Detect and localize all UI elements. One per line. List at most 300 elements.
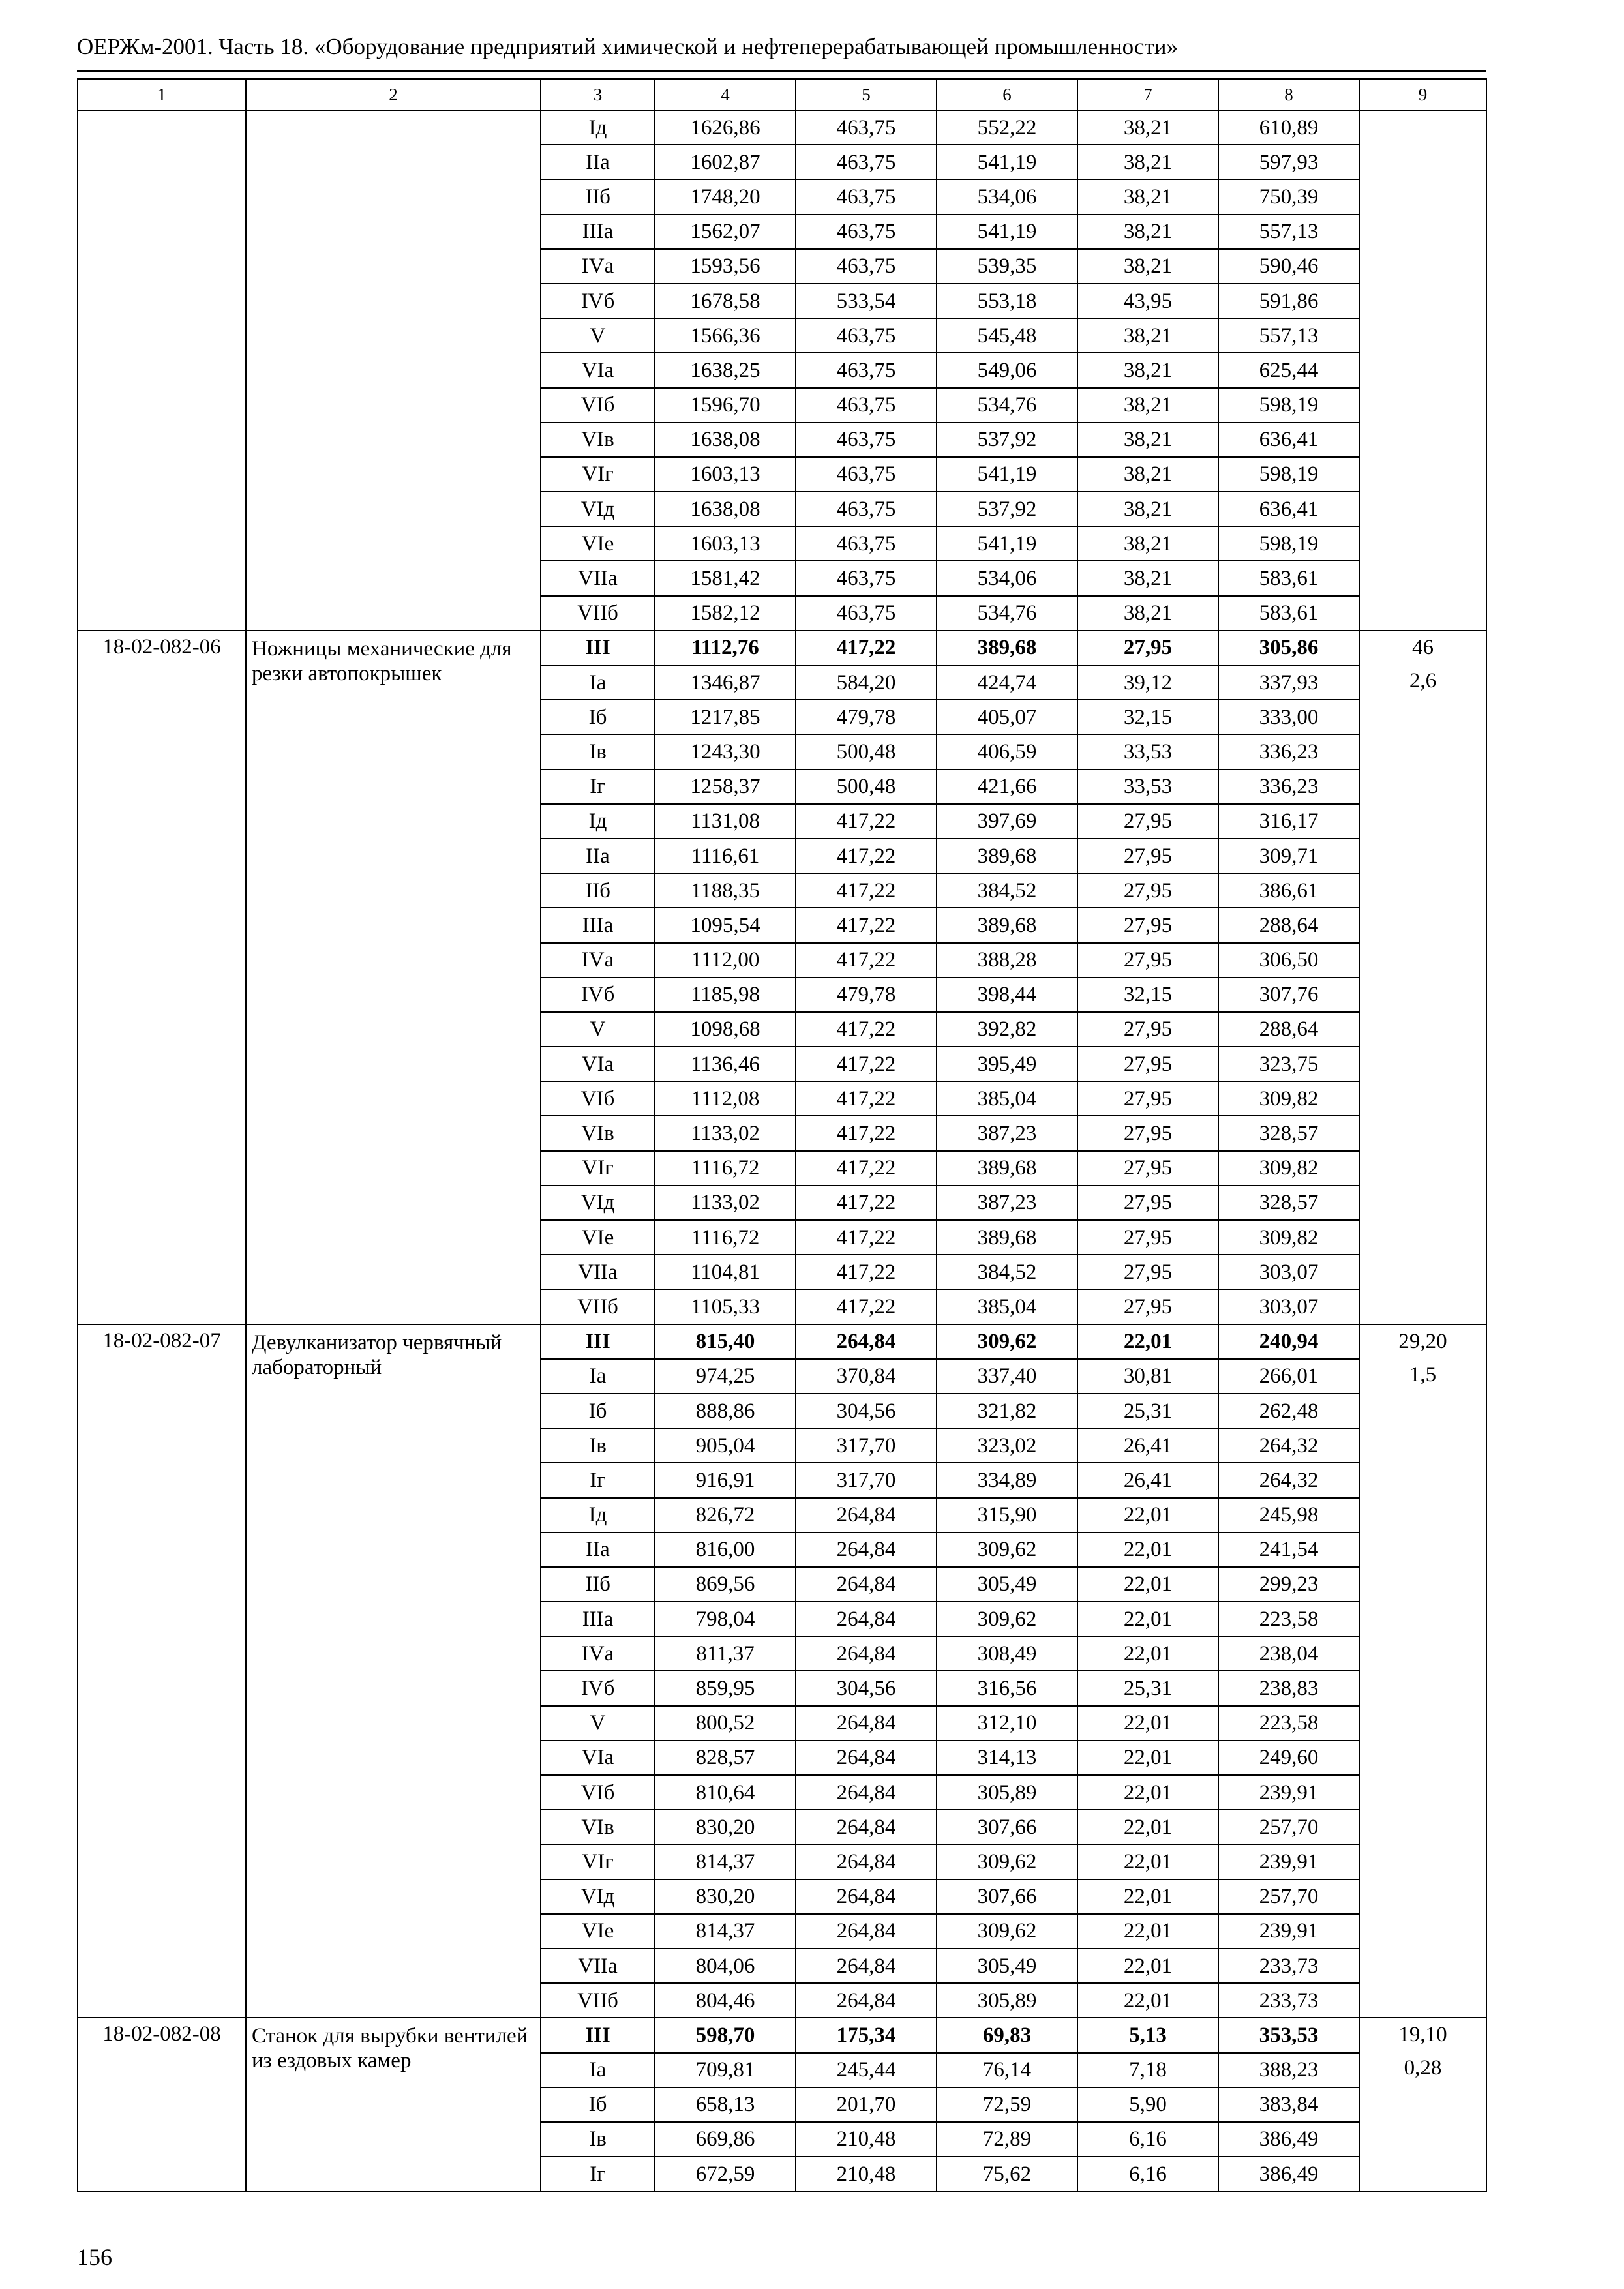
- value-cell: 709,81: [655, 2053, 796, 2087]
- zone-cell: VIе: [541, 1914, 655, 1949]
- value-cell: 387,23: [937, 1116, 1077, 1150]
- zone-cell: VIд: [541, 1879, 655, 1914]
- value-cell: 1596,70: [655, 388, 796, 423]
- zone-cell: Iб: [541, 2087, 655, 2122]
- position-code: 18-02-082-06: [78, 631, 246, 1324]
- value-cell: 323,02: [937, 1428, 1077, 1463]
- value-cell: 417,22: [796, 1289, 937, 1324]
- value-cell: 22,01: [1077, 1533, 1218, 1567]
- value-cell: 636,41: [1218, 492, 1359, 526]
- value-cell: 552,22: [937, 110, 1077, 145]
- zone-cell: IIIа: [541, 908, 655, 942]
- value-cell: 309,62: [937, 1914, 1077, 1949]
- value-cell: 238,04: [1218, 1636, 1359, 1671]
- value-cell: 598,19: [1218, 526, 1359, 561]
- col9-value-secondary: 1,5: [1409, 1362, 1437, 1386]
- value-cell: 305,89: [937, 1983, 1077, 2018]
- value-cell: 72,59: [937, 2087, 1077, 2122]
- value-cell: 1748,20: [655, 179, 796, 214]
- value-cell: 384,52: [937, 1255, 1077, 1289]
- value-cell: 750,39: [1218, 179, 1359, 214]
- col9-value-main: 29,20: [1398, 1329, 1447, 1353]
- value-cell: 257,70: [1218, 1810, 1359, 1844]
- value-cell: 583,61: [1218, 561, 1359, 595]
- value-cell: 541,19: [937, 215, 1077, 249]
- col-num: 8: [1218, 79, 1359, 110]
- value-cell: 305,89: [937, 1775, 1077, 1810]
- value-cell: 25,31: [1077, 1671, 1218, 1705]
- table-row: [78, 631, 1486, 665]
- value-cell: 39,12: [1077, 665, 1218, 700]
- zone-cell: IIа: [541, 145, 655, 179]
- value-cell: 262,48: [1218, 1394, 1359, 1428]
- value-cell: 239,91: [1218, 1914, 1359, 1949]
- value-cell: 500,48: [796, 734, 937, 769]
- value-cell: 22,01: [1077, 1741, 1218, 1775]
- zone-cell: Iа: [541, 2053, 655, 2087]
- value-cell: 598,19: [1218, 457, 1359, 492]
- value-cell: 417,22: [796, 1012, 937, 1047]
- zone-cell: VIIа: [541, 1949, 655, 1983]
- value-cell: 27,95: [1077, 1047, 1218, 1081]
- value-cell: 22,01: [1077, 1636, 1218, 1671]
- value-cell: 389,68: [937, 1151, 1077, 1186]
- zone-cell: IIа: [541, 839, 655, 873]
- value-cell: 1258,37: [655, 770, 796, 804]
- value-cell: 22,01: [1077, 1706, 1218, 1741]
- running-header: ОЕРЖм-2001. Часть 18. «Оборудование предприятий химической и нефтеперерабатывающей промышленности»: [77, 34, 1179, 59]
- value-cell: 264,84: [796, 1498, 937, 1533]
- value-cell: 1112,00: [655, 943, 796, 978]
- value-cell: 389,68: [937, 839, 1077, 873]
- value-cell: 315,90: [937, 1498, 1077, 1533]
- col9-values: [1359, 631, 1486, 1324]
- value-cell: 303,07: [1218, 1289, 1359, 1324]
- value-cell: 38,21: [1077, 145, 1218, 179]
- value-cell: 479,78: [796, 700, 937, 734]
- position-code: 18-02-082-07: [78, 1324, 246, 2018]
- value-cell: 175,34: [796, 2018, 937, 2052]
- value-cell: 317,70: [796, 1428, 937, 1463]
- value-cell: 389,68: [937, 908, 1077, 942]
- zone-cell: Iд: [541, 804, 655, 839]
- value-cell: 463,75: [796, 145, 937, 179]
- zone-cell: VIг: [541, 1151, 655, 1186]
- value-cell: 417,22: [796, 1047, 937, 1081]
- value-cell: 463,75: [796, 457, 937, 492]
- zone-cell: V: [541, 1706, 655, 1741]
- value-cell: 625,44: [1218, 353, 1359, 387]
- value-cell: 534,06: [937, 179, 1077, 214]
- value-cell: 417,22: [796, 873, 937, 908]
- value-cell: 658,13: [655, 2087, 796, 2122]
- value-cell: 1603,13: [655, 457, 796, 492]
- zone-cell: IVб: [541, 1671, 655, 1705]
- value-cell: 387,23: [937, 1186, 1077, 1220]
- value-cell: 264,32: [1218, 1463, 1359, 1497]
- col9-value-main: 46: [1412, 635, 1434, 659]
- value-cell: 1602,87: [655, 145, 796, 179]
- value-cell: 223,58: [1218, 1602, 1359, 1636]
- value-cell: 389,68: [937, 631, 1077, 665]
- value-cell: 385,04: [937, 1289, 1077, 1324]
- value-cell: 5,13: [1077, 2018, 1218, 2052]
- zone-cell: VIг: [541, 457, 655, 492]
- value-cell: 541,19: [937, 457, 1077, 492]
- value-cell: 328,57: [1218, 1116, 1359, 1150]
- zone-cell: VIг: [541, 1844, 655, 1879]
- zone-cell: VIв: [541, 1116, 655, 1150]
- col-num: 5: [796, 79, 937, 110]
- zone-cell: VIIб: [541, 596, 655, 631]
- value-cell: 303,07: [1218, 1255, 1359, 1289]
- value-cell: 1581,42: [655, 561, 796, 595]
- value-cell: 869,56: [655, 1567, 796, 1602]
- value-cell: 636,41: [1218, 423, 1359, 457]
- value-cell: 25,31: [1077, 1394, 1218, 1428]
- zone-cell: VIб: [541, 388, 655, 423]
- value-cell: 264,84: [796, 1706, 937, 1741]
- value-cell: 22,01: [1077, 1498, 1218, 1533]
- zone-cell: Iг: [541, 2157, 655, 2191]
- value-cell: 385,04: [937, 1081, 1077, 1116]
- value-cell: 264,84: [796, 1879, 937, 1914]
- value-cell: 417,22: [796, 1116, 937, 1150]
- value-cell: 266,01: [1218, 1359, 1359, 1394]
- value-cell: 398,44: [937, 978, 1077, 1012]
- value-cell: 27,95: [1077, 1289, 1218, 1324]
- value-cell: 826,72: [655, 1498, 796, 1533]
- value-cell: 27,95: [1077, 631, 1218, 665]
- value-cell: 397,69: [937, 804, 1077, 839]
- zone-cell: VIIб: [541, 1983, 655, 2018]
- value-cell: 463,75: [796, 353, 937, 387]
- value-cell: 240,94: [1218, 1324, 1359, 1359]
- value-cell: 238,83: [1218, 1671, 1359, 1705]
- value-cell: 323,75: [1218, 1047, 1359, 1081]
- value-cell: 38,21: [1077, 249, 1218, 284]
- value-cell: 239,91: [1218, 1844, 1359, 1879]
- value-cell: 245,98: [1218, 1498, 1359, 1533]
- col-num: 6: [937, 79, 1077, 110]
- zone-cell: III: [541, 2018, 655, 2052]
- value-cell: 264,84: [796, 1324, 937, 1359]
- value-cell: 257,70: [1218, 1879, 1359, 1914]
- value-cell: 598,19: [1218, 388, 1359, 423]
- value-cell: 264,84: [796, 1949, 937, 1983]
- value-cell: 1217,85: [655, 700, 796, 734]
- value-cell: 308,49: [937, 1636, 1077, 1671]
- value-cell: 421,66: [937, 770, 1077, 804]
- value-cell: 22,01: [1077, 1983, 1218, 2018]
- value-cell: 814,37: [655, 1914, 796, 1949]
- value-cell: 27,95: [1077, 1081, 1218, 1116]
- col-num: 7: [1077, 79, 1218, 110]
- zone-cell: Iа: [541, 665, 655, 700]
- zone-cell: Iб: [541, 700, 655, 734]
- value-cell: 417,22: [796, 839, 937, 873]
- value-cell: 210,48: [796, 2157, 937, 2191]
- zone-cell: VIIа: [541, 1255, 655, 1289]
- value-cell: 22,01: [1077, 1324, 1218, 1359]
- value-cell: 905,04: [655, 1428, 796, 1463]
- col-num: 9: [1359, 79, 1486, 110]
- value-cell: 610,89: [1218, 110, 1359, 145]
- value-cell: 405,07: [937, 700, 1077, 734]
- value-cell: 264,84: [796, 1602, 937, 1636]
- value-cell: 386,61: [1218, 873, 1359, 908]
- value-cell: 1582,12: [655, 596, 796, 631]
- value-cell: 583,61: [1218, 596, 1359, 631]
- value-cell: 1593,56: [655, 249, 796, 284]
- value-cell: 463,75: [796, 526, 937, 561]
- value-cell: 38,21: [1077, 492, 1218, 526]
- value-cell: 553,18: [937, 284, 1077, 318]
- value-cell: 1188,35: [655, 873, 796, 908]
- value-cell: 317,70: [796, 1463, 937, 1497]
- value-cell: 26,41: [1077, 1463, 1218, 1497]
- value-cell: 1603,13: [655, 526, 796, 561]
- zone-cell: VIIб: [541, 1289, 655, 1324]
- value-cell: 1098,68: [655, 1012, 796, 1047]
- value-cell: 309,62: [937, 1844, 1077, 1879]
- value-cell: 417,22: [796, 804, 937, 839]
- value-cell: 309,71: [1218, 839, 1359, 873]
- zone-cell: IIб: [541, 1567, 655, 1602]
- value-cell: 336,23: [1218, 734, 1359, 769]
- value-cell: 233,73: [1218, 1983, 1359, 2018]
- value-cell: 249,60: [1218, 1741, 1359, 1775]
- value-cell: 264,84: [796, 1844, 937, 1879]
- zone-cell: IIIа: [541, 1602, 655, 1636]
- col-num: 1: [78, 79, 246, 110]
- header-rule: [77, 70, 1486, 72]
- value-cell: 830,20: [655, 1810, 796, 1844]
- value-cell: 557,13: [1218, 318, 1359, 353]
- value-cell: 392,82: [937, 1012, 1077, 1047]
- zone-cell: VIа: [541, 353, 655, 387]
- zone-cell: IVб: [541, 284, 655, 318]
- value-cell: 814,37: [655, 1844, 796, 1879]
- equipment-name: [246, 110, 541, 631]
- table-row: [78, 1324, 1486, 1359]
- value-cell: 395,49: [937, 1047, 1077, 1081]
- value-cell: 304,56: [796, 1394, 937, 1428]
- value-cell: 30,81: [1077, 1359, 1218, 1394]
- value-cell: 591,86: [1218, 284, 1359, 318]
- value-cell: 1116,72: [655, 1151, 796, 1186]
- value-cell: 69,83: [937, 2018, 1077, 2052]
- value-cell: 309,62: [937, 1602, 1077, 1636]
- value-cell: 22,01: [1077, 1810, 1218, 1844]
- equipment-name: Ножницы механические для резки автопокрышек: [246, 631, 541, 1324]
- value-cell: 7,18: [1077, 2053, 1218, 2087]
- value-cell: 309,62: [937, 1533, 1077, 1567]
- value-cell: 463,75: [796, 249, 937, 284]
- value-cell: 33,53: [1077, 770, 1218, 804]
- value-cell: 307,76: [1218, 978, 1359, 1012]
- value-cell: 417,22: [796, 1255, 937, 1289]
- value-cell: 264,32: [1218, 1428, 1359, 1463]
- value-cell: 312,10: [937, 1706, 1077, 1741]
- zone-cell: Iв: [541, 2122, 655, 2157]
- zone-cell: VIб: [541, 1775, 655, 1810]
- value-cell: 76,14: [937, 2053, 1077, 2087]
- value-cell: 534,76: [937, 388, 1077, 423]
- value-cell: 299,23: [1218, 1567, 1359, 1602]
- table-row: [78, 2018, 1486, 2052]
- value-cell: 584,20: [796, 665, 937, 700]
- col9-values: [1359, 110, 1486, 631]
- col-num: 4: [655, 79, 796, 110]
- col9-value-secondary: 2,6: [1409, 668, 1437, 693]
- value-cell: 264,84: [796, 1567, 937, 1602]
- value-cell: 288,64: [1218, 1012, 1359, 1047]
- value-cell: 245,44: [796, 2053, 937, 2087]
- value-cell: 815,40: [655, 1324, 796, 1359]
- value-cell: 38,21: [1077, 423, 1218, 457]
- zone-cell: VIе: [541, 526, 655, 561]
- value-cell: 389,68: [937, 1220, 1077, 1255]
- zone-cell: Iв: [541, 734, 655, 769]
- value-cell: 27,95: [1077, 1255, 1218, 1289]
- value-cell: 590,46: [1218, 249, 1359, 284]
- value-cell: 388,23: [1218, 2053, 1359, 2087]
- value-cell: 1136,46: [655, 1047, 796, 1081]
- zone-cell: Iг: [541, 770, 655, 804]
- value-cell: 828,57: [655, 1741, 796, 1775]
- value-cell: 1105,33: [655, 1289, 796, 1324]
- value-cell: 816,00: [655, 1533, 796, 1567]
- value-cell: 463,75: [796, 215, 937, 249]
- col9-value-secondary: 0,28: [1404, 2056, 1442, 2080]
- value-cell: 22,01: [1077, 1602, 1218, 1636]
- value-cell: 417,22: [796, 1186, 937, 1220]
- col9-value-main: 19,10: [1398, 2023, 1447, 2047]
- value-cell: 43,95: [1077, 284, 1218, 318]
- value-cell: 32,15: [1077, 700, 1218, 734]
- value-cell: 305,49: [937, 1949, 1077, 1983]
- value-cell: 314,13: [937, 1741, 1077, 1775]
- zone-cell: III: [541, 631, 655, 665]
- value-cell: 1678,58: [655, 284, 796, 318]
- col-num: 3: [541, 79, 655, 110]
- value-cell: 417,22: [796, 631, 937, 665]
- value-cell: 233,73: [1218, 1949, 1359, 1983]
- value-cell: 353,53: [1218, 2018, 1359, 2052]
- value-cell: 537,92: [937, 492, 1077, 526]
- value-cell: 798,04: [655, 1602, 796, 1636]
- zone-cell: Iд: [541, 1498, 655, 1533]
- value-cell: 26,41: [1077, 1428, 1218, 1463]
- value-cell: 38,21: [1077, 561, 1218, 595]
- value-cell: 316,17: [1218, 804, 1359, 839]
- column-number-row: [78, 79, 1486, 110]
- value-cell: 1566,36: [655, 318, 796, 353]
- equipment-name: Станок для вырубки вентилей из ездовых камер: [246, 2018, 541, 2191]
- value-cell: 463,75: [796, 492, 937, 526]
- value-cell: 811,37: [655, 1636, 796, 1671]
- value-cell: 557,13: [1218, 215, 1359, 249]
- value-cell: 288,64: [1218, 908, 1359, 942]
- value-cell: 38,21: [1077, 318, 1218, 353]
- value-cell: 264,84: [796, 1533, 937, 1567]
- table-body: [78, 79, 1486, 2191]
- value-cell: 72,89: [937, 2122, 1077, 2157]
- value-cell: 383,84: [1218, 2087, 1359, 2122]
- value-cell: 888,86: [655, 1394, 796, 1428]
- value-cell: 534,06: [937, 561, 1077, 595]
- zone-cell: VIд: [541, 492, 655, 526]
- value-cell: 804,46: [655, 1983, 796, 2018]
- value-cell: 22,01: [1077, 1949, 1218, 1983]
- value-cell: 309,82: [1218, 1220, 1359, 1255]
- value-cell: 32,15: [1077, 978, 1218, 1012]
- value-cell: 307,66: [937, 1810, 1077, 1844]
- value-cell: 307,66: [937, 1879, 1077, 1914]
- zone-cell: VIв: [541, 1810, 655, 1844]
- zone-cell: Iв: [541, 1428, 655, 1463]
- zone-cell: IIб: [541, 873, 655, 908]
- value-cell: 388,28: [937, 943, 1077, 978]
- value-cell: 223,58: [1218, 1706, 1359, 1741]
- value-cell: 1346,87: [655, 665, 796, 700]
- value-cell: 27,95: [1077, 1186, 1218, 1220]
- value-cell: 534,76: [937, 596, 1077, 631]
- zone-cell: IIIа: [541, 215, 655, 249]
- value-cell: 333,00: [1218, 700, 1359, 734]
- value-cell: 309,82: [1218, 1151, 1359, 1186]
- value-cell: 541,19: [937, 526, 1077, 561]
- value-cell: 306,50: [1218, 943, 1359, 978]
- value-cell: 384,52: [937, 873, 1077, 908]
- col9-values: [1359, 1324, 1486, 2018]
- value-cell: 33,53: [1077, 734, 1218, 769]
- value-cell: 669,86: [655, 2122, 796, 2157]
- value-cell: 309,62: [937, 1324, 1077, 1359]
- page-number: 156: [77, 2244, 112, 2270]
- zone-cell: IVа: [541, 249, 655, 284]
- value-cell: 386,49: [1218, 2157, 1359, 2191]
- value-cell: 1562,07: [655, 215, 796, 249]
- value-cell: 479,78: [796, 978, 937, 1012]
- value-cell: 22,01: [1077, 1775, 1218, 1810]
- value-cell: 1133,02: [655, 1186, 796, 1220]
- value-cell: 800,52: [655, 1706, 796, 1741]
- value-cell: 27,95: [1077, 839, 1218, 873]
- value-cell: 1116,61: [655, 839, 796, 873]
- value-cell: 974,25: [655, 1359, 796, 1394]
- position-code: 18-02-082-08: [78, 2018, 246, 2191]
- value-cell: 22,01: [1077, 1914, 1218, 1949]
- col9-values: [1359, 2018, 1486, 2191]
- value-cell: 1116,72: [655, 1220, 796, 1255]
- value-cell: 463,75: [796, 318, 937, 353]
- value-cell: 1112,76: [655, 631, 796, 665]
- zone-cell: III: [541, 1324, 655, 1359]
- value-cell: 27,95: [1077, 908, 1218, 942]
- value-cell: 27,95: [1077, 804, 1218, 839]
- zone-cell: Iб: [541, 1394, 655, 1428]
- value-cell: 417,22: [796, 908, 937, 942]
- zone-cell: IVа: [541, 1636, 655, 1671]
- value-cell: 1095,54: [655, 908, 796, 942]
- value-cell: 1104,81: [655, 1255, 796, 1289]
- value-cell: 417,22: [796, 1220, 937, 1255]
- value-cell: 533,54: [796, 284, 937, 318]
- rates-table: [77, 78, 1487, 2192]
- col-num: 2: [246, 79, 541, 110]
